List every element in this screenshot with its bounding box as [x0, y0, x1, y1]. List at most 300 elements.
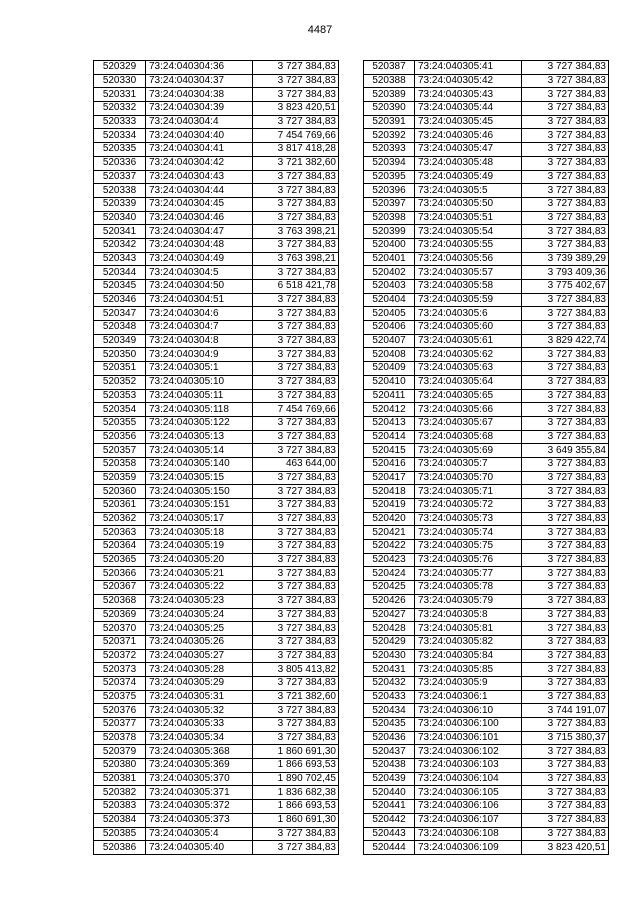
cadastral-value-cell: 3 727 384,83 [253, 499, 339, 513]
record-number-cell: 520425 [364, 581, 415, 595]
table-row [94, 731, 339, 745]
record-number-cell: 520343 [94, 252, 146, 266]
cadastral-number-cell: 73:24:040305:371 [146, 786, 253, 800]
cadastral-value-cell: 3 727 384,83 [522, 115, 609, 129]
table-row [364, 745, 609, 759]
record-number-cell: 520418 [364, 485, 415, 499]
table-row [94, 321, 339, 335]
record-number-cell: 520431 [364, 663, 415, 677]
cadastral-number-cell: 73:24:040305:118 [146, 403, 253, 417]
cadastral-number-cell: 73:24:040305:43 [415, 88, 522, 102]
table-row [364, 457, 609, 471]
cadastral-value-cell: 3 727 384,83 [522, 389, 609, 403]
record-number-cell: 520348 [94, 321, 146, 335]
cadastral-value-cell: 3 727 384,83 [522, 416, 609, 430]
cadastral-value-cell: 3 727 384,83 [522, 540, 609, 554]
cadastral-number-cell: 73:24:040305:18 [146, 526, 253, 540]
table-row [364, 129, 609, 143]
cadastral-number-cell: 73:24:040305:122 [146, 416, 253, 430]
table-row [364, 184, 609, 198]
cadastral-value-cell: 3 727 384,83 [253, 74, 339, 88]
table-row [94, 225, 339, 239]
cadastral-number-cell: 73:24:040306:1 [415, 690, 522, 704]
cadastral-value-cell: 3 727 384,83 [253, 211, 339, 225]
cadastral-value-cell: 3 727 384,83 [522, 663, 609, 677]
cadastral-value-cell: 3 727 384,83 [522, 156, 609, 170]
table-row [94, 252, 339, 266]
cadastral-number-cell: 73:24:040305:140 [146, 457, 253, 471]
record-number-cell: 520339 [94, 197, 146, 211]
table-row [94, 61, 339, 75]
table-row [364, 211, 609, 225]
table-row [94, 238, 339, 252]
record-number-cell: 520414 [364, 430, 415, 444]
cadastral-value-cell: 3 727 384,83 [522, 375, 609, 389]
cadastral-value-cell: 3 793 409,36 [522, 266, 609, 280]
record-number-cell: 520330 [94, 74, 146, 88]
record-number-cell: 520382 [94, 786, 146, 800]
cadastral-value-cell: 3 727 384,83 [253, 430, 339, 444]
cadastral-value-cell: 3 727 384,83 [522, 88, 609, 102]
cadastral-number-cell: 73:24:040304:50 [146, 280, 253, 294]
cadastral-number-cell: 73:24:040305:32 [146, 704, 253, 718]
cadastral-value-cell: 3 744 191,07 [522, 704, 609, 718]
table-row [94, 403, 339, 417]
table-row [94, 553, 339, 567]
table-row [94, 389, 339, 403]
table-row [94, 608, 339, 622]
table-row [94, 745, 339, 759]
cadastral-number-cell: 73:24:040305:70 [415, 471, 522, 485]
record-number-cell: 520402 [364, 266, 415, 280]
table-row [94, 663, 339, 677]
cadastral-value-cell: 3 727 384,83 [522, 225, 609, 239]
cadastral-value-cell: 3 727 384,83 [253, 841, 339, 855]
cadastral-number-cell: 73:24:040304:6 [146, 307, 253, 321]
cadastral-number-cell: 73:24:040305:373 [146, 813, 253, 827]
record-number-cell: 520341 [94, 225, 146, 239]
cadastral-number-cell: 73:24:040305:24 [146, 608, 253, 622]
cadastral-value-cell: 7 454 769,66 [253, 129, 339, 143]
cadastral-number-cell: 73:24:040305:58 [415, 280, 522, 294]
record-number-cell: 520335 [94, 143, 146, 157]
table-row [364, 663, 609, 677]
record-number-cell: 520429 [364, 635, 415, 649]
table-row [364, 471, 609, 485]
table-row [94, 266, 339, 280]
record-number-cell: 520424 [364, 567, 415, 581]
cadastral-number-cell: 73:24:040305:72 [415, 499, 522, 513]
cadastral-value-cell: 3 727 384,83 [522, 567, 609, 581]
cadastral-number-cell: 73:24:040306:107 [415, 813, 522, 827]
record-number-cell: 520385 [94, 827, 146, 841]
record-number-cell: 520349 [94, 334, 146, 348]
record-number-cell: 520386 [94, 841, 146, 855]
table-row [364, 553, 609, 567]
cadastral-value-cell: 3 727 384,83 [522, 690, 609, 704]
cadastral-number-cell: 73:24:040306:100 [415, 718, 522, 732]
table-row [94, 581, 339, 595]
cadastral-value-cell: 3 727 384,83 [253, 115, 339, 129]
cadastral-number-cell: 73:24:040305:66 [415, 403, 522, 417]
record-number-cell: 520374 [94, 676, 146, 690]
record-number-cell: 520405 [364, 307, 415, 321]
record-number-cell: 520439 [364, 772, 415, 786]
table-row [364, 827, 609, 841]
cadastral-value-cell: 3 727 384,83 [253, 348, 339, 362]
record-number-cell: 520443 [364, 827, 415, 841]
cadastral-number-cell: 73:24:040304:7 [146, 321, 253, 335]
cadastral-value-cell: 3 727 384,83 [522, 608, 609, 622]
cadastral-value-cell: 3 727 384,83 [253, 184, 339, 198]
cadastral-number-cell: 73:24:040305:50 [415, 197, 522, 211]
table-row [364, 416, 609, 430]
record-number-cell: 520435 [364, 718, 415, 732]
cadastral-value-cell: 3 727 384,83 [522, 471, 609, 485]
record-number-cell: 520433 [364, 690, 415, 704]
table-row [94, 293, 339, 307]
cadastral-number-cell: 73:24:040305:40 [146, 841, 253, 855]
record-number-cell: 520332 [94, 102, 146, 116]
record-number-cell: 520350 [94, 348, 146, 362]
record-number-cell: 520399 [364, 225, 415, 239]
cadastral-number-cell: 73:24:040306:106 [415, 800, 522, 814]
table-row [364, 403, 609, 417]
cadastral-value-cell: 3 727 384,83 [253, 170, 339, 184]
cadastral-number-cell: 73:24:040304:49 [146, 252, 253, 266]
record-number-cell: 520347 [94, 307, 146, 321]
record-number-cell: 520381 [94, 772, 146, 786]
table-row [364, 252, 609, 266]
cadastral-value-cell: 3 727 384,83 [253, 526, 339, 540]
cadastral-number-cell: 73:24:040305:61 [415, 334, 522, 348]
cadastral-value-cell: 3 727 384,83 [522, 676, 609, 690]
table-row [94, 827, 339, 841]
cadastral-value-cell: 3 727 384,83 [522, 348, 609, 362]
cadastral-number-cell: 73:24:040305:84 [415, 649, 522, 663]
table-row [364, 293, 609, 307]
table-row [94, 211, 339, 225]
record-number-cell: 520417 [364, 471, 415, 485]
cadastral-number-cell: 73:24:040304:4 [146, 115, 253, 129]
cadastral-number-cell: 73:24:040305:33 [146, 718, 253, 732]
cadastral-number-cell: 73:24:040306:108 [415, 827, 522, 841]
cadastral-value-cell: 3 727 384,83 [522, 321, 609, 335]
record-number-cell: 520376 [94, 704, 146, 718]
table-row [94, 813, 339, 827]
cadastral-value-cell: 1 890 702,45 [253, 772, 339, 786]
cadastral-number-cell: 73:24:040305:79 [415, 594, 522, 608]
cadastral-value-cell: 3 727 384,83 [522, 581, 609, 595]
cadastral-number-cell: 73:24:040305:73 [415, 512, 522, 526]
cadastral-number-cell: 73:24:040305:45 [415, 115, 522, 129]
table-row [364, 430, 609, 444]
table-row [364, 280, 609, 294]
cadastral-value-cell: 3 727 384,83 [253, 649, 339, 663]
record-number-cell: 520411 [364, 389, 415, 403]
cadastral-number-cell: 73:24:040305:81 [415, 622, 522, 636]
cadastral-number-cell: 73:24:040304:45 [146, 197, 253, 211]
cadastral-value-cell: 3 763 398,21 [253, 225, 339, 239]
table-row [364, 362, 609, 376]
cadastral-value-cell: 3 727 384,83 [253, 471, 339, 485]
cadastral-value-cell: 3 727 384,83 [253, 704, 339, 718]
cadastral-number-cell: 73:24:040305:54 [415, 225, 522, 239]
cadastral-value-cell: 3 727 384,83 [253, 567, 339, 581]
record-number-cell: 520367 [94, 581, 146, 595]
cadastral-number-cell: 73:24:040305:57 [415, 266, 522, 280]
cadastral-number-cell: 73:24:040304:46 [146, 211, 253, 225]
record-number-cell: 520352 [94, 375, 146, 389]
record-number-cell: 520408 [364, 348, 415, 362]
table-row [94, 635, 339, 649]
cadastral-number-cell: 73:24:040305:63 [415, 362, 522, 376]
table-row [94, 375, 339, 389]
record-number-cell: 520337 [94, 170, 146, 184]
record-number-cell: 520384 [94, 813, 146, 827]
table-row [94, 649, 339, 663]
table-row [94, 348, 339, 362]
record-number-cell: 520393 [364, 143, 415, 157]
cadastral-value-cell: 3 727 384,83 [253, 375, 339, 389]
cadastral-value-cell: 3 727 384,83 [522, 485, 609, 499]
table-row [94, 704, 339, 718]
record-number-cell: 520357 [94, 444, 146, 458]
table-row [94, 772, 339, 786]
table-row [94, 567, 339, 581]
cadastral-number-cell: 73:24:040305:68 [415, 430, 522, 444]
table-row [94, 184, 339, 198]
table-row [364, 512, 609, 526]
table-row [364, 567, 609, 581]
cadastral-value-cell: 3 727 384,83 [253, 512, 339, 526]
table-row [364, 526, 609, 540]
record-number-cell: 520364 [94, 540, 146, 554]
cadastral-value-cell: 3 805 413,82 [253, 663, 339, 677]
table-row [364, 622, 609, 636]
cadastral-number-cell: 73:24:040305:60 [415, 321, 522, 335]
record-number-cell: 520387 [364, 61, 415, 75]
cadastral-number-cell: 73:24:040305:369 [146, 759, 253, 773]
table-row [94, 690, 339, 704]
cadastral-number-cell: 73:24:040305:48 [415, 156, 522, 170]
cadastral-number-cell: 73:24:040305:31 [146, 690, 253, 704]
table-row [364, 581, 609, 595]
cadastral-number-cell: 73:24:040306:103 [415, 759, 522, 773]
cadastral-number-cell: 73:24:040305:64 [415, 375, 522, 389]
cadastral-number-cell: 73:24:040304:51 [146, 293, 253, 307]
table-row [364, 102, 609, 116]
record-number-cell: 520406 [364, 321, 415, 335]
cadastral-value-cell: 3 823 420,51 [253, 102, 339, 116]
table-row [364, 348, 609, 362]
cadastral-value-cell: 3 817 418,28 [253, 143, 339, 157]
cadastral-value-cell: 3 823 420,51 [522, 841, 609, 855]
cadastral-number-cell: 73:24:040305:65 [415, 389, 522, 403]
cadastral-number-cell: 73:24:040305:15 [146, 471, 253, 485]
table-row [364, 704, 609, 718]
record-number-cell: 520361 [94, 499, 146, 513]
table-row [364, 485, 609, 499]
record-number-cell: 520366 [94, 567, 146, 581]
cadastral-value-cell: 3 727 384,83 [522, 61, 609, 75]
cadastral-number-cell: 73:24:040304:39 [146, 102, 253, 116]
cadastral-number-cell: 73:24:040305:71 [415, 485, 522, 499]
table-row [94, 88, 339, 102]
cadastral-number-cell: 73:24:040305:9 [415, 676, 522, 690]
table-row [94, 786, 339, 800]
table-row [94, 499, 339, 513]
table-row [94, 416, 339, 430]
cadastral-value-cell: 3 727 384,83 [522, 74, 609, 88]
record-number-cell: 520421 [364, 526, 415, 540]
table-row [94, 526, 339, 540]
cadastral-value-cell: 3 727 384,83 [253, 293, 339, 307]
record-number-cell: 520442 [364, 813, 415, 827]
record-number-cell: 520359 [94, 471, 146, 485]
table-row [94, 594, 339, 608]
table-row [364, 156, 609, 170]
record-number-cell: 520434 [364, 704, 415, 718]
cadastral-number-cell: 73:24:040306:105 [415, 786, 522, 800]
cadastral-number-cell: 73:24:040304:48 [146, 238, 253, 252]
cadastral-value-cell: 3 727 384,83 [522, 553, 609, 567]
record-number-cell: 520416 [364, 457, 415, 471]
cadastral-value-cell: 3 727 384,83 [253, 622, 339, 636]
table-row [364, 800, 609, 814]
record-number-cell: 520390 [364, 102, 415, 116]
table-row [94, 540, 339, 554]
cadastral-value-cell: 1 860 691,30 [253, 745, 339, 759]
cadastral-number-cell: 73:24:040305:7 [415, 457, 522, 471]
table-row [364, 143, 609, 157]
cadastral-number-cell: 73:24:040304:40 [146, 129, 253, 143]
cadastral-number-cell: 73:24:040304:8 [146, 334, 253, 348]
cadastral-value-cell: 3 727 384,83 [253, 444, 339, 458]
record-number-cell: 520371 [94, 635, 146, 649]
record-number-cell: 520438 [364, 759, 415, 773]
record-number-cell: 520428 [364, 622, 415, 636]
cadastral-value-cell: 3 727 384,83 [522, 143, 609, 157]
table-row [94, 676, 339, 690]
cadastral-number-cell: 73:24:040304:43 [146, 170, 253, 184]
cadastral-value-cell: 3 727 384,83 [522, 457, 609, 471]
cadastral-value-cell: 1 860 691,30 [253, 813, 339, 827]
cadastral-number-cell: 73:24:040305:1 [146, 362, 253, 376]
cadastral-number-cell: 73:24:040306:109 [415, 841, 522, 855]
record-number-cell: 520440 [364, 786, 415, 800]
cadastral-value-cell: 3 727 384,83 [522, 512, 609, 526]
cadastral-number-cell: 73:24:040306:104 [415, 772, 522, 786]
cadastral-value-cell: 3 727 384,83 [522, 759, 609, 773]
right-register-table [363, 60, 609, 855]
table-row [364, 389, 609, 403]
cadastral-number-cell: 73:24:040305:44 [415, 102, 522, 116]
record-number-cell: 520353 [94, 389, 146, 403]
table-row [364, 676, 609, 690]
table-row [364, 718, 609, 732]
table-row [94, 485, 339, 499]
table-row [364, 759, 609, 773]
table-row [364, 649, 609, 663]
cadastral-value-cell: 3 727 384,83 [522, 800, 609, 814]
cadastral-number-cell: 73:24:040305:8 [415, 608, 522, 622]
cadastral-number-cell: 73:24:040305:47 [415, 143, 522, 157]
cadastral-value-cell: 3 727 384,83 [522, 430, 609, 444]
cadastral-value-cell: 3 727 384,83 [522, 362, 609, 376]
table-row [94, 115, 339, 129]
table-row [94, 444, 339, 458]
record-number-cell: 520354 [94, 403, 146, 417]
cadastral-number-cell: 73:24:040305:62 [415, 348, 522, 362]
record-number-cell: 520346 [94, 293, 146, 307]
cadastral-value-cell: 3 727 384,83 [522, 526, 609, 540]
cadastral-value-cell: 3 727 384,83 [522, 649, 609, 663]
cadastral-number-cell: 73:24:040305:10 [146, 375, 253, 389]
table-row [364, 225, 609, 239]
table-row [94, 102, 339, 116]
cadastral-value-cell: 3 727 384,83 [522, 170, 609, 184]
record-number-cell: 520388 [364, 74, 415, 88]
cadastral-number-cell: 73:24:040305:150 [146, 485, 253, 499]
table-row [94, 170, 339, 184]
table-row [364, 61, 609, 75]
record-number-cell: 520426 [364, 594, 415, 608]
record-number-cell: 520380 [94, 759, 146, 773]
record-number-cell: 520363 [94, 526, 146, 540]
cadastral-value-cell: 3 727 384,83 [253, 608, 339, 622]
record-number-cell: 520362 [94, 512, 146, 526]
cadastral-number-cell: 73:24:040305:22 [146, 581, 253, 595]
cadastral-value-cell: 3 727 384,83 [522, 197, 609, 211]
record-number-cell: 520397 [364, 197, 415, 211]
record-number-cell: 520355 [94, 416, 146, 430]
table-row [94, 362, 339, 376]
cadastral-number-cell: 73:24:040305:85 [415, 663, 522, 677]
record-number-cell: 520389 [364, 88, 415, 102]
cadastral-number-cell: 73:24:040305:56 [415, 252, 522, 266]
record-number-cell: 520333 [94, 115, 146, 129]
cadastral-value-cell: 3 727 384,83 [522, 102, 609, 116]
cadastral-number-cell: 73:24:040305:49 [415, 170, 522, 184]
cadastral-value-cell: 3 727 384,83 [253, 266, 339, 280]
record-number-cell: 520369 [94, 608, 146, 622]
cadastral-number-cell: 73:24:040305:4 [146, 827, 253, 841]
cadastral-number-cell: 73:24:040305:27 [146, 649, 253, 663]
cadastral-value-cell: 3 727 384,83 [253, 389, 339, 403]
record-number-cell: 520329 [94, 61, 146, 75]
cadastral-number-cell: 73:24:040305:82 [415, 635, 522, 649]
cadastral-number-cell: 73:24:040305:69 [415, 444, 522, 458]
table-row [364, 334, 609, 348]
record-number-cell: 520407 [364, 334, 415, 348]
record-number-cell: 520338 [94, 184, 146, 198]
record-number-cell: 520360 [94, 485, 146, 499]
table-row [94, 143, 339, 157]
table-row [94, 512, 339, 526]
cadastral-number-cell: 73:24:040304:44 [146, 184, 253, 198]
table-row [364, 594, 609, 608]
record-number-cell: 520344 [94, 266, 146, 280]
record-number-cell: 520373 [94, 663, 146, 677]
table-row [364, 499, 609, 513]
cadastral-value-cell: 3 727 384,83 [522, 211, 609, 225]
cadastral-value-cell: 3 727 384,83 [522, 403, 609, 417]
table-row [94, 471, 339, 485]
record-number-cell: 520392 [364, 129, 415, 143]
cadastral-value-cell: 1 866 693,53 [253, 800, 339, 814]
cadastral-value-cell: 3 727 384,83 [522, 293, 609, 307]
